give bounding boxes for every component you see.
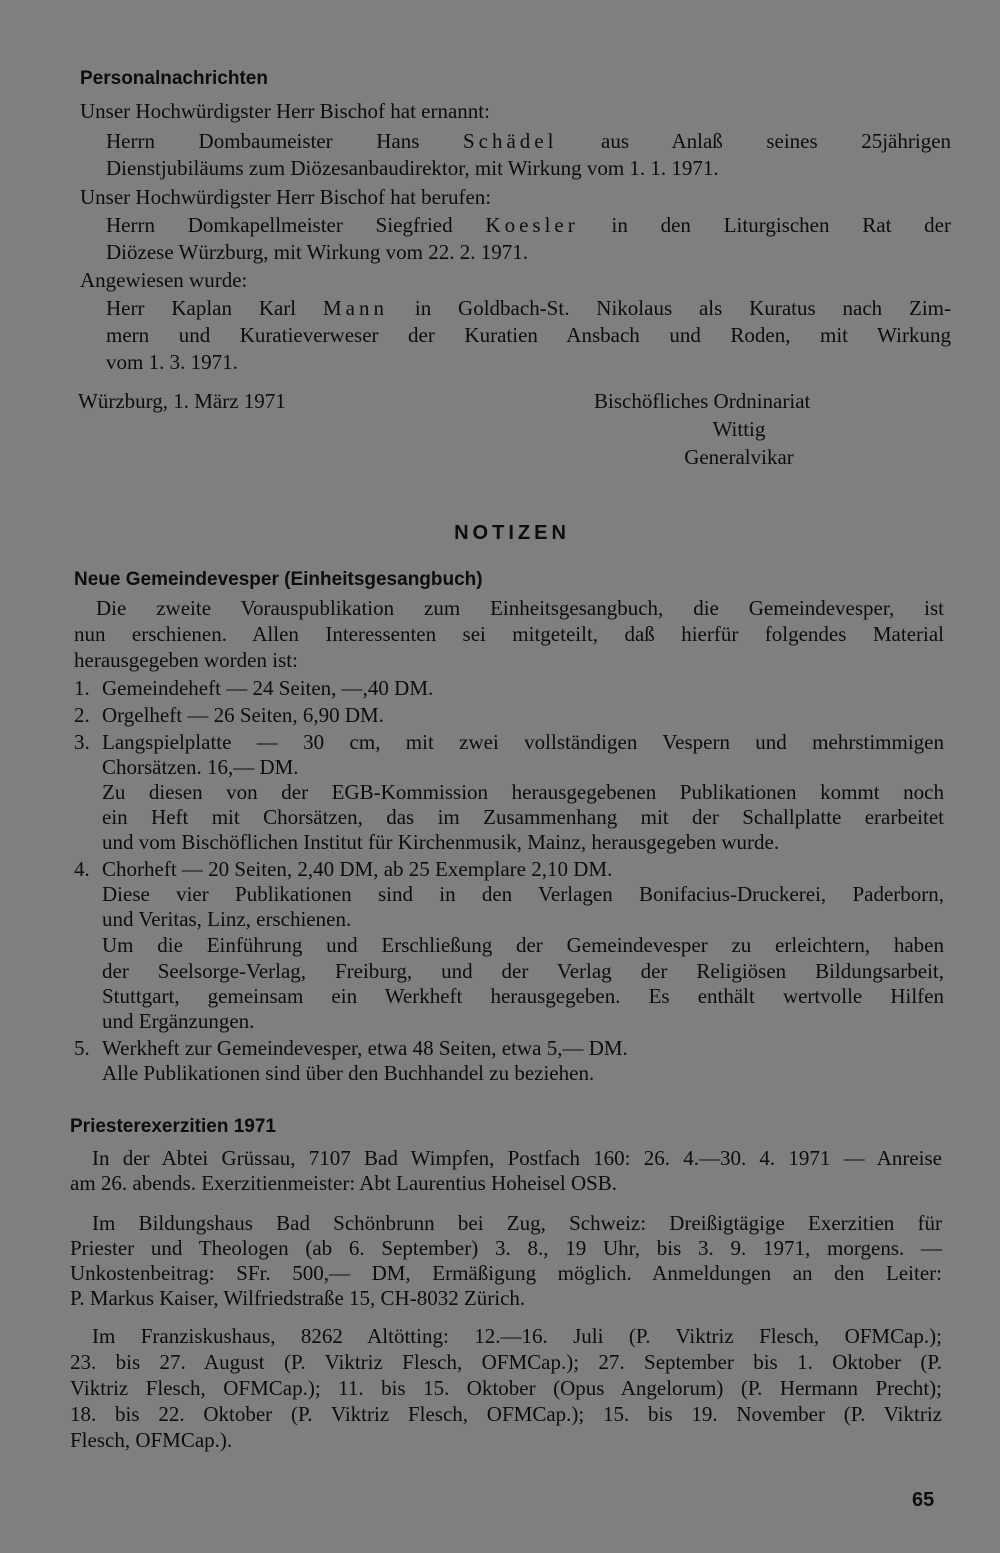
text-segment: Herrn Dombaumeister Hans: [106, 129, 420, 153]
text-segment: Herr Kaplan Karl: [106, 296, 297, 320]
paragraph-line: Flesch, OFMCap.).: [70, 1428, 233, 1452]
signer-title: Generalvikar: [684, 445, 794, 469]
paragraph-line: 23. bis 27. August (P. Viktriz Flesch, OFMCap.); 27. September bis 1. Oktober (P.: [70, 1350, 942, 1374]
paragraph-line: Viktriz Flesch, OFMCap.); 11. bis 15. Oktober (Opus Angelorum) (P. Hermann Precht);: [70, 1376, 942, 1400]
list-item-cont: und Ergänzungen.: [102, 1009, 255, 1033]
list-item-cont: Stuttgart, gemeinsam ein Werkheft herausgegeben. Es enthält wertvolle Hilfen: [102, 984, 944, 1008]
list-item-cont: der Seelsorge-Verlag, Freiburg, und der Verlag der Religiösen Bildungsarbeit,: [102, 959, 944, 983]
paragraph-line: Im Franziskushaus, 8262 Altötting: 12.—16. Juli (P. Viktriz Flesch, OFMCap.);: [92, 1324, 942, 1348]
text-segment: Herrn Domkapellmeister Siegfried: [106, 213, 453, 237]
text-segment: in Goldbach-St. Nikolaus als Kuratus nach Zim-: [414, 296, 951, 320]
notizen-title: NOTIZEN: [454, 522, 570, 544]
list-item-cont: und Veritas, Linz, erschienen.: [102, 907, 352, 931]
intro-berufen: Unser Hochwürdigster Herr Bischof hat berufen:: [80, 185, 492, 209]
section-heading-vesper: Neue Gemeindevesper (Einheitsgesangbuch): [74, 569, 483, 590]
list-item: Orgelheft — 26 Seiten, 6,90 DM.: [102, 703, 384, 727]
section-heading-exerzitien: Priesterexerzitien 1971: [70, 1116, 276, 1137]
list-item-cont: Zu diesen von der EGB-Kommission herausgegebenen Publikationen kommt noch: [102, 780, 944, 804]
intro-angewiesen: Angewiesen wurde:: [80, 268, 248, 292]
list-item-cont: und vom Bischöflichen Institut für Kirchenmusik, Mainz, herausgegeben wurde.: [102, 830, 780, 854]
appointment-line: mern und Kuratieverweser der Kuratien Ansbach und Roden, mit Wirkung: [106, 323, 951, 347]
text-segment: in den Liturgischen Rat der: [611, 213, 951, 237]
paragraph-line: In der Abtei Grüssau, 7107 Bad Wimpfen, Postfach 160: 26. 4.—30. 4. 1971 — Anreise: [92, 1146, 942, 1170]
paragraph-line: Die zweite Vorauspublikation zum Einheitsgesangbuch, die Gemeindevesper, ist: [96, 596, 944, 620]
place-date: Würzburg, 1. März 1971: [78, 389, 286, 413]
person-name: Koesler: [485, 213, 579, 237]
appointment-line: [106, 128, 951, 154]
paragraph-line: nun erschienen. Allen Interessenten sei mitgeteilt, daß hierfür folgendes Material: [74, 622, 944, 646]
list-item: Chorheft — 20 Seiten, 2,40 DM, ab 25 Exemplare 2,10 DM.: [102, 857, 613, 881]
list-number: 1.: [74, 676, 90, 700]
paragraph-line: Priester und Theologen (ab 6. September) 3. 8., 19 Uhr, bis 3. 9. 1971, morgens. —: [70, 1236, 942, 1260]
list-number: 3.: [74, 730, 90, 754]
appointment-line: Diözese Würzburg, mit Wirkung vom 22. 2. 1971.: [106, 240, 529, 264]
section-heading-personal: Personalnachrichten: [80, 68, 268, 89]
appointment-line: vom 1. 3. 1971.: [106, 350, 238, 374]
paragraph-line: herausgegeben worden ist:: [74, 648, 298, 672]
list-item-cont: ein Heft mit Chorsätzen, das im Zusammenhang mit der Schallplatte erarbeitet: [102, 805, 944, 829]
intro-ernannt: Unser Hochwürdigster Herr Bischof hat ernannt:: [80, 99, 490, 123]
paragraph-line: Im Bildungshaus Bad Schönbrunn bei Zug, Schweiz: Dreißigtägige Exerzitien für: [92, 1211, 942, 1235]
office-name: Bischöfliches Ordninariat: [594, 389, 811, 413]
list-number: 5.: [74, 1036, 90, 1060]
list-item-cont: Alle Publikationen sind über den Buchhandel zu beziehen.: [102, 1061, 595, 1085]
list-item: Gemeindeheft — 24 Seiten, —,40 DM.: [102, 676, 434, 700]
appointment-line: Dienstjubiläums zum Diözesanbaudirektor, mit Wirkung vom 1. 1. 1971.: [106, 156, 719, 180]
person-name: Mann: [323, 296, 388, 320]
text-segment: aus Anlaß seines 25jährigen: [601, 129, 952, 153]
list-item: Langspielplatte — 30 cm, mit zwei vollständigen Vespern und mehrstimmigen: [102, 730, 944, 754]
list-item-cont: Diese vier Publikationen sind in den Verlagen Bonifacius-Druckerei, Paderborn,: [102, 882, 944, 906]
list-number: 2.: [74, 703, 90, 727]
paragraph-line: 18. bis 22. Oktober (P. Viktriz Flesch, OFMCap.); 15. bis 19. November (P. Viktriz: [70, 1402, 942, 1426]
person-name: Schädel: [462, 129, 558, 153]
appointment-line: [106, 212, 951, 238]
list-item-cont: Um die Einführung und Erschließung der Gemeindevesper zu erleichtern, haben: [102, 933, 944, 957]
signer-name: Wittig: [712, 417, 766, 441]
list-number: 4.: [74, 857, 90, 881]
paragraph-line: P. Markus Kaiser, Wilfriedstraße 15, CH-8032 Zürich.: [70, 1286, 526, 1310]
list-item: Werkheft zur Gemeindevesper, etwa 48 Seiten, etwa 5,— DM.: [102, 1036, 628, 1060]
appointment-line: [106, 295, 951, 321]
list-item-cont: Chorsätzen. 16,— DM.: [102, 755, 299, 779]
page-number: 65: [912, 1489, 935, 1511]
paragraph-line: Unkostenbeitrag: SFr. 500,— DM, Ermäßigung möglich. Anmeldungen an den Leiter:: [70, 1261, 942, 1285]
paragraph-line: am 26. abends. Exerzitienmeister: Abt Laurentius Hoheisel OSB.: [70, 1171, 618, 1195]
